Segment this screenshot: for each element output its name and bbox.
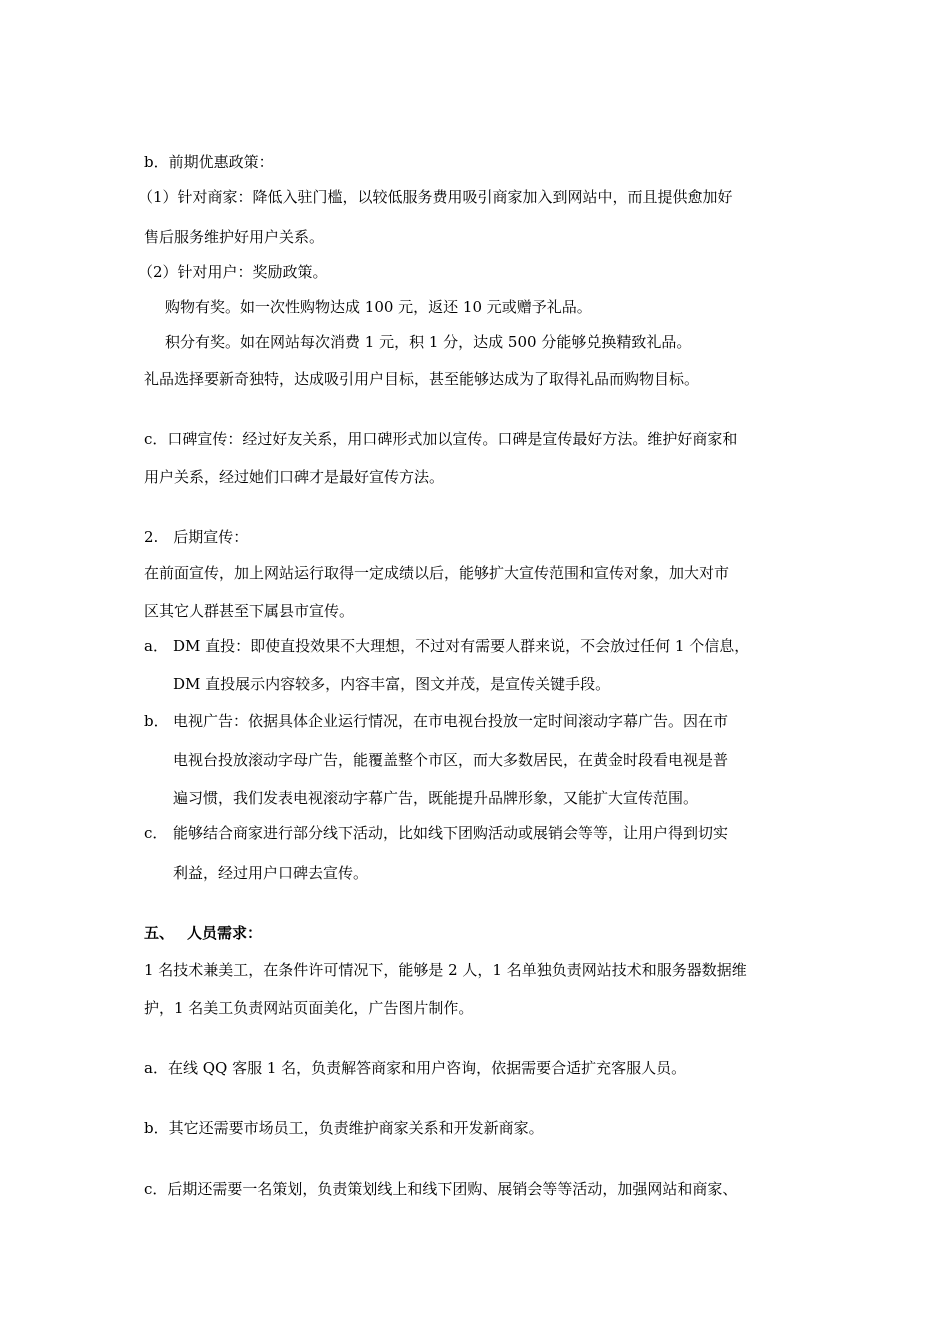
shopping-reward-line: 购物有奖。如一次性购物达成 100 元，返还 10 元或赠予礼品。 [165,298,592,316]
word-of-mouth-line-1: c．口碑宣传：经过好友关系，用口碑形式加以宣传。口碑是宣传最好方法。维护好商家和 [144,430,738,448]
dm-mail-line-1: DM 直投：即使直投效果不大理想，不过对有需要人群来说，不会放过任何 1 个信息， [173,637,750,655]
tv-ad-line-1: 电视广告：依据具体企业运行情况，在市电视台投放一定时间滚动字幕广告。因在市 [173,712,729,730]
user-policy-line: （2）针对用户：奖励政策。 [138,263,328,281]
customer-service-line: a．在线 QQ 客服 1 名，负责解答商家和用户咨询，依据需要合适扩充客服人员。 [144,1059,687,1077]
list-marker-a: a． [144,637,168,655]
later-promotion-heading: 2. 后期宣传： [144,528,249,546]
staff-needs-line-1: 1 名技术兼美工，在条件许可情况下，能够是 2 人，1 名单独负责网站技术和服务器数据维 [144,961,747,979]
promo-policy-heading: b．前期优惠政策： [144,153,274,171]
merchant-policy-line-2: 售后服务维护好用户关系。 [144,228,325,246]
offline-activity-line-1: 能够结合商家进行部分线下活动，比如线下团购活动或展销会等等，让用户得到切实 [173,824,729,842]
offline-activity-line-2: 利益，经过用户口碑去宣传。 [173,864,369,882]
dm-mail-line-2: DM 直投展示内容较多，内容丰富，图文并茂，是宣传关键手段。 [173,675,611,693]
section-five-number: 五、 [144,924,175,942]
gift-selection-line: 礼品选择要新奇独特，达成吸引用户目标，甚至能够达成为了取得礼品而购物目标。 [144,370,700,388]
points-reward-line: 积分有奖。如在网站每次消费 1 元，积 1 分，达成 500 分能够兑换精致礼品。 [165,333,692,351]
staff-needs-line-2: 护，1 名美工负责网站页面美化，广告图片制作。 [144,999,474,1017]
list-marker-b: b． [144,712,169,730]
word-of-mouth-line-2: 用户关系，经过她们口碑才是最好宣传方法。 [144,468,445,486]
planner-line: c．后期还需要一名策划，负责策划线上和线下团购、展销会等等活动，加强网站和商家、 [144,1180,738,1198]
tv-ad-line-2: 电视台投放滚动字母广告，能覆盖整个市区，而大多数居民，在黄金时段看电视是普 [173,751,729,769]
section-five-title: 人员需求： [187,924,263,942]
merchant-policy-line-1: （1）针对商家：降低入驻门槛，以较低服务费用吸引商家加入到网站中，而且提供愈加好 [138,188,733,206]
market-staff-line: b．其它还需要市场员工，负责维护商家关系和开发新商家。 [144,1119,544,1137]
tv-ad-line-3: 遍习惯，我们发表电视滚动字幕广告，既能提升品牌形象，又能扩大宣传范围。 [173,789,699,807]
later-promotion-intro-1: 在前面宣传，加上网站运行取得一定成绩以后，能够扩大宣传范围和宣传对象，加大对市 [144,564,730,582]
list-marker-c: c． [144,824,168,842]
later-promotion-intro-2: 区其它人群甚至下属县市宣传。 [144,602,355,620]
